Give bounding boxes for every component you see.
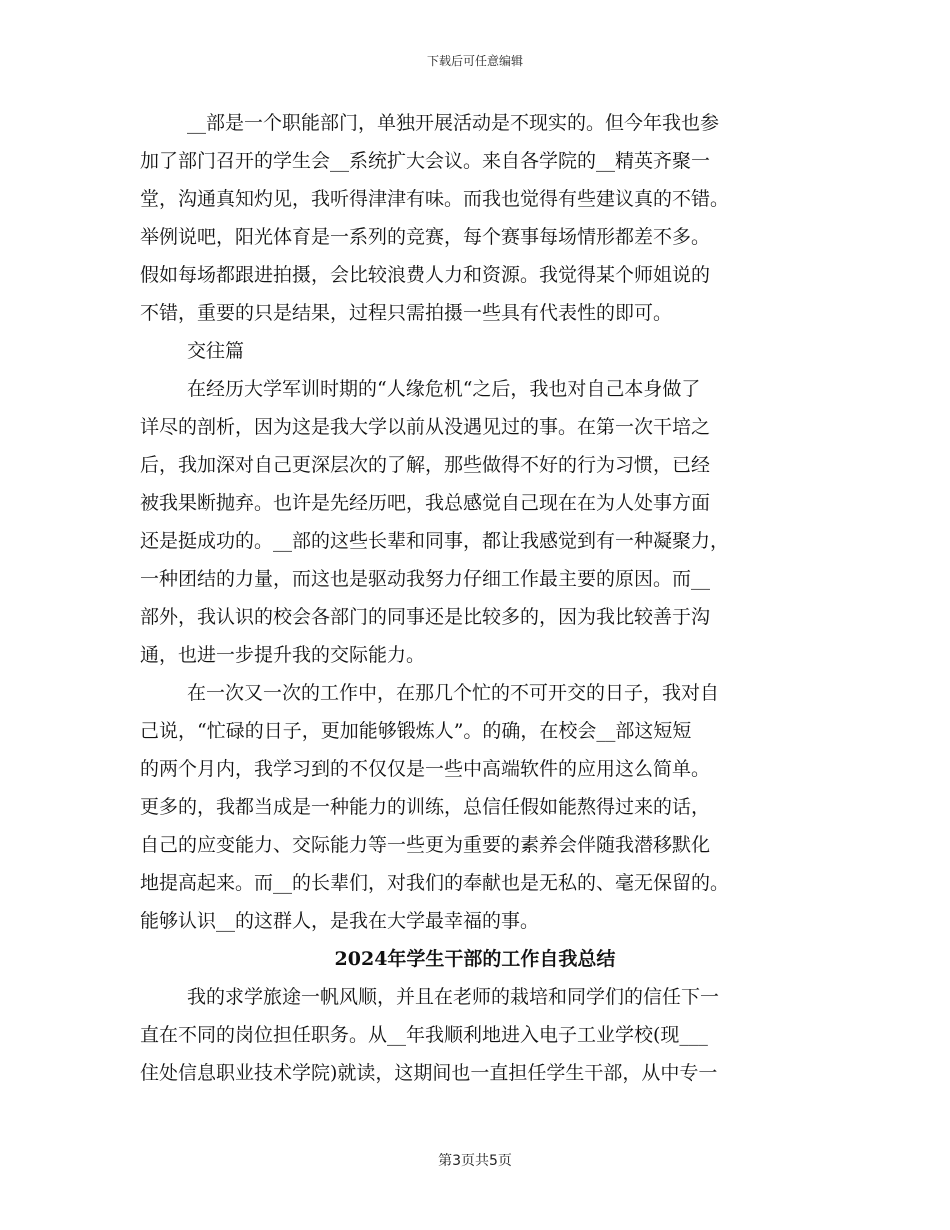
text-line: 住处信息职业技术学院)就读，这期间也一直担任学生干部，从中专一 (140, 1062, 718, 1084)
text-line: 加了部门召开的学生会__系统扩大会议。来自各学院的__精英齐聚一 (140, 150, 711, 172)
document-heading: 2024年学生干部的工作自我总结 (334, 948, 616, 970)
text-line: 堂，沟通真知灼见，我听得津津有味。而我也觉得有些建议真的不错。 (140, 188, 730, 210)
text-line: 更多的，我都当成是一种能力的训练，总信任假如能熬得过来的话， (140, 796, 711, 818)
text-line: 通，也进一步提升我的交际能力。 (140, 644, 426, 666)
text-line: 的两个月内，我学习到的不仅仅是一些中高端软件的应用这么简单。 (140, 758, 711, 780)
text-line: 假如每场都跟进拍摄，会比较浪费人力和资源。我觉得某个师姐说的 (140, 264, 711, 286)
text-line: 地提高起来。而__的长辈们，对我们的奉献也是无私的、毫无保留的。 (140, 872, 730, 894)
text-line: 能够认识__的这群人，是我在大学最幸福的事。 (140, 910, 540, 932)
text-line: 部外，我认识的校会各部门的同事还是比较多的，因为我比较善于沟 (140, 606, 711, 628)
document-body (140, 104, 810, 1092)
paragraph-block-1 (140, 104, 810, 940)
text-line: 己说，“忙碌的日子，更加能够锻炼人”。的确，在校会__部这短短 (140, 720, 692, 742)
page-header: 下载后可任意编辑 (426, 54, 523, 68)
text-line: 举例说吧，阳光体育是一系列的竞赛，每个赛事每场情形都差不多。 (140, 226, 711, 248)
text-line: 后，我加深对自己更深层次的了解，那些做得不好的行为习惯，已经 (140, 454, 711, 476)
text-line: 被我果断抛弃。也许是先经历吧，我总感觉自己现在在为人处事方面 (140, 492, 711, 514)
section-title-line: 交往篇 (187, 340, 245, 362)
paragraph-block-2 (140, 978, 810, 1092)
text-line: 自己的应变能力、交际能力等一些更为重要的素养会伴随我潜移默化 (140, 834, 711, 856)
text-line: 详尽的剖析，因为这是我大学以前从没遇见过的事。在第一次干培之 (140, 416, 711, 438)
text-line: 在经历大学军训时期的“人缘危机“之后，我也对自己本身做了 (187, 378, 701, 400)
text-line: 不错，重要的只是结果，过程只需拍摄一些具有代表性的即可。 (140, 302, 673, 324)
text-line: 我的求学旅途一帆风顺，并且在老师的栽培和同学们的信任下一 (187, 986, 720, 1008)
text-line: 在一次又一次的工作中，在那几个忙的不可开交的日子，我对自 (187, 682, 720, 704)
page-footer: 第3页共5页 (438, 1153, 512, 1169)
text-line: 还是挺成功的。__部的这些长辈和同事，都让我感觉到有一种凝聚力， (140, 530, 730, 552)
text-line: 直在不同的岗位担任职务。从__年我顺利地进入电子工业学校(现___ (140, 1024, 708, 1046)
text-line: 一种团结的力量，而这也是驱动我努力仔细工作最主要的原因。而__ (140, 568, 711, 590)
text-line: __部是一个职能部门，单独开展活动是不现实的。但今年我也参 (187, 112, 720, 134)
